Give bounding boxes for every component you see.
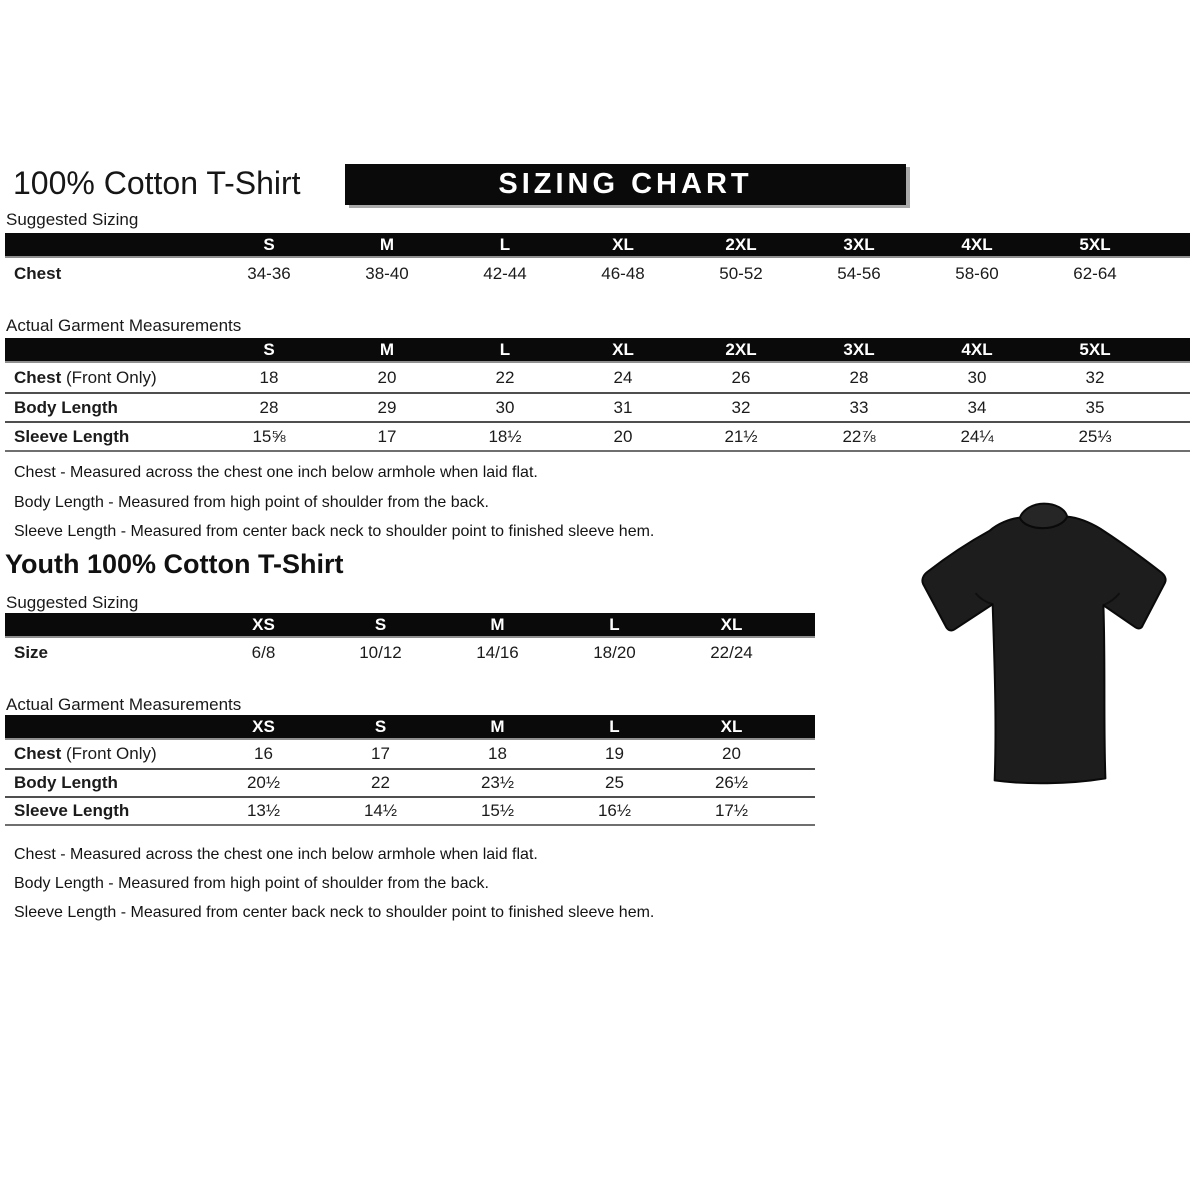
cell: 10/12	[359, 643, 402, 662]
adult-actual-header-row	[5, 338, 1190, 363]
cell: 20½	[246, 773, 281, 792]
header-spacer	[5, 613, 205, 636]
cell: 15⅝	[252, 427, 286, 446]
youth-measurement-notes	[14, 840, 654, 927]
cell: 18	[488, 744, 507, 763]
cell: 30	[495, 398, 515, 417]
tshirt-body	[922, 517, 1165, 784]
adult-suggested-header-row	[5, 233, 1190, 258]
cell: 34	[967, 398, 987, 417]
col-header: S	[374, 615, 387, 634]
cell: 17½	[714, 801, 749, 820]
cell: 24	[613, 368, 633, 387]
youth-suggested-sizing-label: Suggested Sizing	[6, 593, 139, 612]
cell: 6/8	[251, 643, 276, 662]
col-header: 5XL	[1079, 340, 1111, 359]
col-header: M	[490, 717, 505, 736]
cell: 17	[377, 427, 397, 446]
youth-suggested-header-row	[5, 613, 815, 638]
col-header: XL	[720, 615, 743, 634]
cell: 20	[722, 744, 741, 763]
col-header: XL	[612, 340, 634, 359]
col-header: XS	[252, 615, 275, 634]
row-label: Sleeve Length	[14, 427, 130, 446]
cell: 14½	[363, 801, 398, 820]
header-spacer	[5, 338, 210, 361]
col-header: XL	[612, 235, 634, 254]
cell: 25	[605, 773, 624, 792]
cell: 32	[731, 398, 751, 417]
cell: 18	[259, 368, 279, 387]
col-header: 3XL	[843, 235, 875, 254]
col-header: L	[499, 235, 511, 254]
row-label: Chest	[14, 264, 62, 283]
cell-spacer	[1154, 394, 1190, 421]
cell: 16	[254, 744, 273, 763]
cell-spacer	[1154, 423, 1190, 450]
cell: 26	[731, 368, 751, 387]
col-header: L	[499, 340, 511, 359]
col-header: M	[379, 235, 395, 254]
cell: 26½	[714, 773, 749, 792]
col-header: 5XL	[1079, 235, 1111, 254]
cell: 17	[371, 744, 390, 763]
header-spacer	[5, 715, 205, 738]
col-header: 2XL	[725, 340, 757, 359]
cell: 58-60	[955, 264, 999, 283]
col-header: S	[263, 340, 275, 359]
header-spacer	[5, 233, 210, 256]
cell: 19	[605, 744, 624, 763]
cell: 29	[377, 398, 397, 417]
col-header: M	[379, 340, 395, 359]
adult-suggested-sizing-label: Suggested Sizing	[6, 210, 139, 229]
col-header: 2XL	[725, 235, 757, 254]
col-header: XS	[252, 717, 275, 736]
cell: 24¼	[960, 427, 994, 446]
youth-suggested-table	[5, 613, 815, 667]
adult-measurement-notes	[14, 458, 654, 547]
cell: 32	[1085, 368, 1105, 387]
cell-spacer	[1154, 363, 1190, 392]
row-label: Chest (Front Only)	[14, 368, 157, 387]
col-header: L	[609, 717, 620, 736]
cell: 31	[613, 398, 633, 417]
note-sleeve-length: Sleeve Length - Measured from center back neck to shoulder point to finished sleeve hem.	[14, 904, 655, 921]
col-header: L	[609, 615, 620, 634]
adult-actual-table	[5, 338, 1190, 452]
header-spacer	[1154, 233, 1190, 256]
cell: 25⅓	[1078, 427, 1112, 446]
table-row-sleeve-length	[5, 796, 815, 824]
col-header: S	[263, 235, 275, 254]
row-label: Size	[14, 643, 49, 662]
cell: 20	[613, 427, 633, 446]
row-label: Body Length	[14, 773, 118, 792]
note-chest: Chest - Measured across the chest one inch below armhole when laid flat.	[14, 846, 538, 863]
cell: 34-36	[247, 264, 291, 283]
cell: 20	[377, 368, 397, 387]
cell: 28	[849, 368, 869, 387]
note-body-length: Body Length - Measured from high point of shoulder from the back.	[14, 875, 489, 892]
black-tshirt-image	[893, 473, 1195, 811]
cell-spacer	[790, 770, 815, 796]
cell: 42-44	[483, 264, 527, 283]
cell: 54-56	[837, 264, 881, 283]
cell: 22	[495, 368, 515, 387]
note-chest: Chest - Measured across the chest one inch below armhole when laid flat.	[14, 464, 538, 481]
col-header: 4XL	[961, 235, 993, 254]
col-header: XL	[720, 717, 743, 736]
cell: 28	[259, 398, 279, 417]
table-row-size	[5, 638, 815, 667]
table-row-body-length	[5, 768, 815, 796]
row-label: Chest (Front Only)	[14, 744, 157, 763]
cell: 30	[967, 368, 987, 387]
cell-spacer	[790, 638, 815, 667]
adult-actual-measurements-label: Actual Garment Measurements	[6, 316, 242, 335]
cell: 22⅞	[842, 427, 876, 446]
table-row-chest	[5, 258, 1190, 289]
col-header: M	[490, 615, 505, 634]
page-title: 100% Cotton T-Shirt	[13, 165, 301, 201]
note-body-length: Body Length - Measured from high point of shoulder from the back.	[14, 493, 489, 511]
table-row-body-length	[5, 392, 1190, 421]
cell: 46-48	[601, 264, 645, 283]
col-header: 3XL	[843, 340, 875, 359]
cell-spacer	[790, 798, 815, 824]
youth-actual-table	[5, 715, 815, 826]
cell: 22/24	[710, 643, 753, 662]
tshirt-collar	[1020, 504, 1067, 529]
cell: 38-40	[365, 264, 409, 283]
cell: 16½	[597, 801, 632, 820]
adult-suggested-table	[5, 233, 1190, 289]
cell: 62-64	[1073, 264, 1117, 283]
cell-spacer	[1154, 258, 1190, 289]
cell: 15½	[480, 801, 515, 820]
table-row-chest-front-only	[5, 740, 815, 768]
cell: 18½	[488, 427, 522, 446]
note-sleeve-length: Sleeve Length - Measured from center back neck to shoulder point to finished sleeve hem.	[14, 523, 655, 540]
row-label: Body Length	[14, 398, 118, 417]
cell: 50-52	[719, 264, 763, 283]
row-label: Sleeve Length	[14, 801, 130, 820]
youth-actual-header-row	[5, 715, 815, 740]
cell-spacer	[790, 740, 815, 768]
col-header: 4XL	[961, 340, 993, 359]
table-row-sleeve-length	[5, 421, 1190, 450]
table-row-chest-front-only	[5, 363, 1190, 392]
header-spacer	[1154, 338, 1190, 361]
cell: 21½	[724, 427, 758, 446]
cell: 14/16	[476, 643, 519, 662]
sizing-chart-banner: SIZING CHART	[345, 164, 906, 205]
header-spacer	[790, 715, 815, 738]
cell: 18/20	[593, 643, 636, 662]
youth-actual-measurements-label: Actual Garment Measurements	[6, 695, 242, 714]
cell: 35	[1085, 398, 1105, 417]
cell: 33	[849, 398, 869, 417]
cell: 22	[371, 773, 390, 792]
cell: 13½	[246, 801, 281, 820]
col-header: S	[374, 717, 387, 736]
header-spacer	[790, 613, 815, 636]
youth-section-title: Youth 100% Cotton T-Shirt	[5, 549, 344, 579]
cell: 23½	[480, 773, 515, 792]
